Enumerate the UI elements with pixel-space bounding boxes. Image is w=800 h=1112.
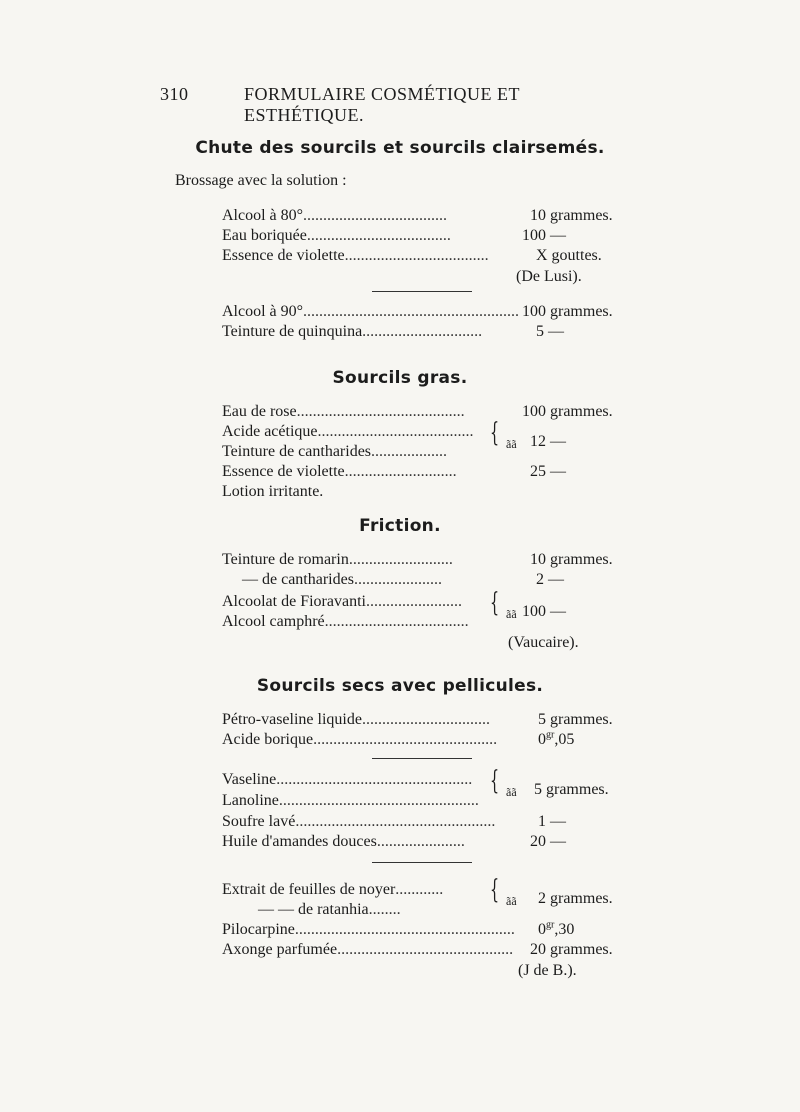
ingredient-line: Alcoolat de Fioravanti........................ bbox=[222, 593, 462, 610]
intro-text: Brossage avec la solution : bbox=[175, 172, 347, 189]
ana-mark: ãã bbox=[506, 785, 517, 799]
ingredient-line: Lanoline.................................................. bbox=[222, 792, 479, 809]
ingredient-qty: 1 — bbox=[538, 813, 566, 830]
formula-divider bbox=[372, 758, 472, 759]
ingredient-line: Alcool camphré.................................... bbox=[222, 613, 469, 630]
ingredient-qty: 100 — bbox=[522, 227, 566, 244]
grouping-brace: { bbox=[490, 875, 500, 905]
ana-mark: ãã bbox=[506, 894, 517, 908]
ingredient-qty: $0^{gr},05$ bbox=[538, 729, 575, 748]
attribution: (De Lusi). bbox=[516, 268, 582, 285]
ingredient-qty: 20 grammes. bbox=[530, 941, 613, 958]
formula-divider bbox=[372, 862, 472, 863]
page-number: 310 bbox=[160, 84, 189, 104]
running-head bbox=[160, 84, 620, 125]
ingredient-qty: X gouttes. bbox=[536, 247, 602, 264]
section-title-3: Friction. bbox=[359, 516, 441, 536]
ingredient-line: — — de ratanhia........ bbox=[258, 901, 401, 918]
ingredient-qty: 10 grammes. bbox=[530, 207, 613, 224]
attribution: (J de B.). bbox=[518, 962, 577, 979]
ingredient-qty: 100 grammes. bbox=[522, 403, 613, 420]
ingredient-qty: 25 — bbox=[530, 463, 566, 480]
ingredient-qty: 12 — bbox=[530, 433, 566, 450]
ingredient-qty: 5 grammes. bbox=[534, 781, 609, 798]
grouping-brace: { bbox=[490, 588, 500, 618]
ingredient-qty: 5 grammes. bbox=[538, 711, 613, 728]
ingredient-qty: 2 — bbox=[536, 571, 564, 588]
formula-divider bbox=[372, 291, 472, 292]
ingredient-line: Soufre lavé.................................................. bbox=[222, 813, 496, 830]
ingredient-line: Vaseline................................................. bbox=[222, 771, 473, 788]
ingredient-line: Teinture de romarin.......................... bbox=[222, 551, 453, 568]
ingredient-qty: 20 — bbox=[530, 833, 566, 850]
ingredient-line: Acide borique.............................................. bbox=[222, 731, 498, 748]
ingredient-line: — de cantharides...................... bbox=[242, 571, 442, 588]
ingredient-line: Pilocarpine....................................................... bbox=[222, 921, 515, 938]
ingredient-line: Alcool à 90°...................................................... bbox=[222, 303, 520, 320]
ingredient-line: Essence de violette............................ bbox=[222, 463, 457, 480]
ingredient-line: Essence de violette.................................... bbox=[222, 247, 489, 264]
ingredient-line: Huile d'amandes douces...................... bbox=[222, 833, 465, 850]
ingredient-qty: 10 grammes. bbox=[530, 551, 613, 568]
section-title-4: Sourcils secs avec pellicules. bbox=[256, 676, 544, 696]
ingredient-line: Acide acétique....................................... bbox=[222, 423, 474, 440]
section-title-1: Chute des sourcils et sourcils clairsemés. bbox=[195, 138, 605, 158]
section-title-2: Sourcils gras. bbox=[332, 368, 468, 388]
ingredient-line: Teinture de cantharides................... bbox=[222, 443, 448, 460]
attribution: (Vaucaire). bbox=[508, 634, 579, 651]
grouping-brace: { bbox=[490, 766, 500, 796]
ingredient-qty: 5 — bbox=[536, 323, 564, 340]
ingredient-line: Eau de rose.......................................... bbox=[222, 403, 465, 420]
ingredient-line: Alcool à 80°.................................... bbox=[222, 207, 448, 224]
ingredient-qty: 100 — bbox=[522, 603, 566, 620]
ingredient-qty: $0^{gr},30$ bbox=[538, 919, 575, 938]
ingredient-line: Lotion irritante. bbox=[222, 483, 324, 500]
ana-mark: ãã bbox=[506, 437, 517, 451]
ingredient-qty: 2 grammes. bbox=[538, 890, 613, 907]
ingredient-line: Axonge parfumée............................................ bbox=[222, 941, 514, 958]
ana-mark: ãã bbox=[506, 607, 517, 621]
ingredient-line: Extrait de feuilles de noyer............ bbox=[222, 881, 444, 898]
ingredient-line: Eau boriquée.................................... bbox=[222, 227, 451, 244]
running-title: FORMULAIRE COSMÉTIQUE ET ESTHÉTIQUE. bbox=[244, 84, 520, 125]
ingredient-qty: 100 grammes. bbox=[522, 303, 613, 320]
grouping-brace: { bbox=[490, 418, 500, 448]
ingredient-line: Pétro-vaseline liquide................................ bbox=[222, 711, 490, 728]
ingredient-line: Teinture de quinquina.............................. bbox=[222, 323, 483, 340]
